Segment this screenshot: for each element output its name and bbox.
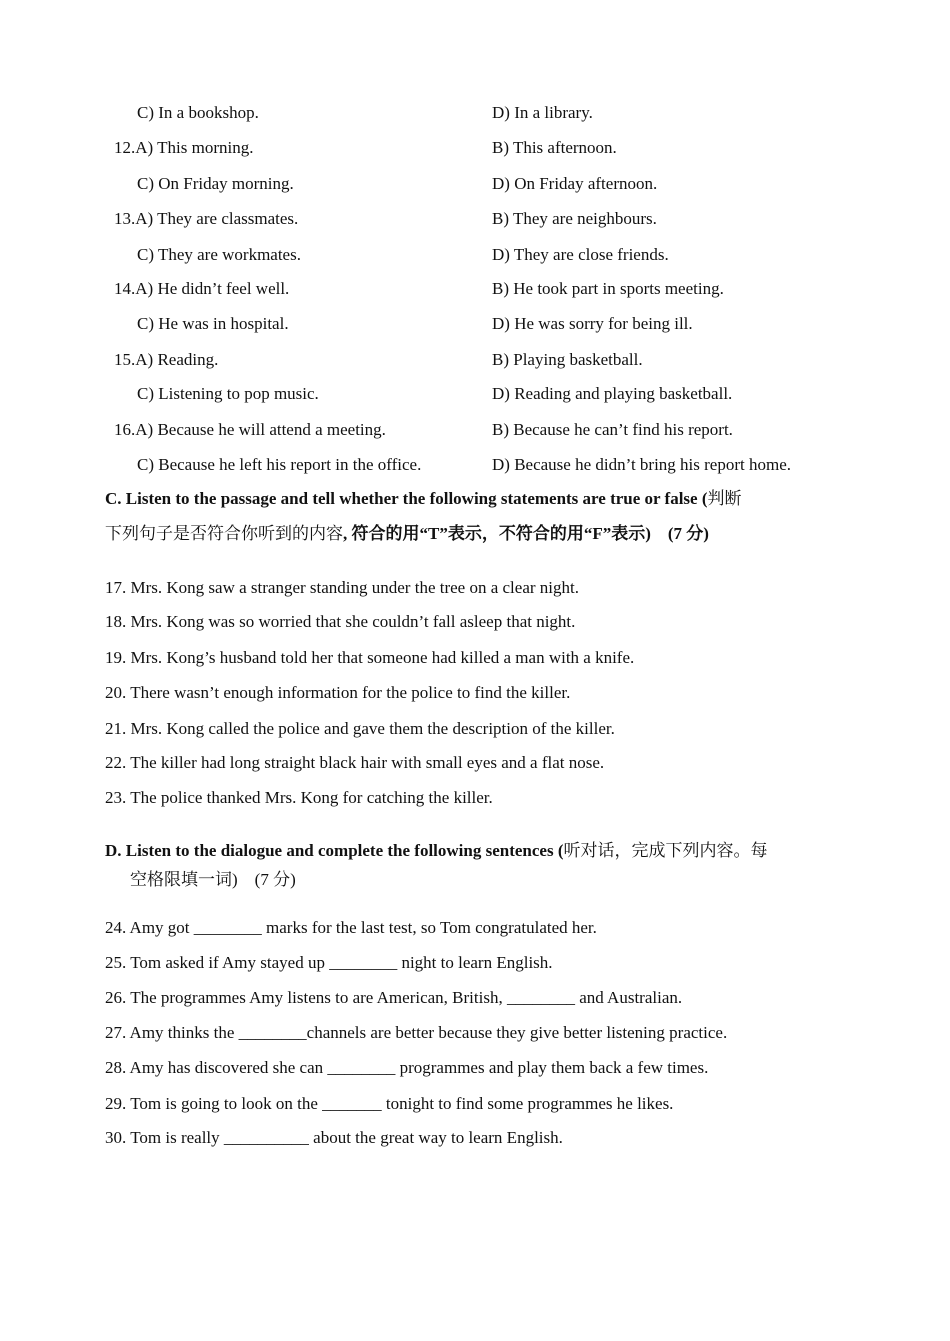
statement-19: 19. Mrs. Kong’s husband told her that someone had killed a man with a knife. [105,648,635,667]
option-11-c: C) In a bookshop. [137,103,259,122]
option-13-d: D) They are close friends. [492,245,669,264]
option-12-c: C) On Friday morning. [137,174,294,193]
section-d-title-cn: 听对话，完成下列内容。每 [563,841,768,860]
option-14-a: 14.A) He didn’t feel well. [114,279,290,298]
option-13-b: B) They are neighbours. [492,209,657,228]
option-15-c: C) Listening to pop music. [137,384,319,403]
option-12-b: B) This afternoon. [492,138,617,157]
option-15-b: B) Playing basketball. [492,350,643,369]
option-15-d: D) Reading and playing basketball. [492,384,733,403]
statement-20: 20. There wasn’t enough information for the police to find the killer. [105,683,571,702]
sentence-25: 25. Tom asked if Amy stayed up ________ night to learn English. [105,953,553,972]
sentence-27: 27. Amy thinks the ________channels are better because they give better listening practice. [105,1023,728,1042]
section-c-heading-line1 [105,488,742,510]
option-13-a: 13.A) They are classmates. [114,209,299,228]
statement-17: 17. Mrs. Kong saw a stranger standing under the tree on a clear night. [105,578,579,597]
section-d-heading-line2: 空格限填一词) (7 分) [130,870,296,889]
section-c-instruction-rest: , 符合的用“T”表示，不符合的用“F”表示) (7 分) [343,524,709,543]
section-d-title-en: D. Listen to the dialogue and complete the following sentences ( [105,841,564,860]
option-12-d: D) On Friday afternoon. [492,174,658,193]
section-d-heading-line1 [105,840,768,862]
sentence-26: 26. The programmes Amy listens to are American, British, ________ and Australian. [105,988,683,1007]
section-c-heading-line2 [105,523,709,545]
option-16-d: D) Because he didn’t bring his report home. [492,455,792,474]
section-c-title-en: C. Listen to the passage and tell whether the following statements are true or false ( [105,489,708,508]
statement-23: 23. The police thanked Mrs. Kong for catching the killer. [105,788,493,807]
sentence-29: 29. Tom is going to look on the _______ tonight to find some programmes he likes. [105,1094,674,1113]
option-16-a: 16.A) Because he will attend a meeting. [114,420,386,439]
option-15-a: 15.A) Reading. [114,350,219,369]
statement-22: 22. The killer had long straight black hair with small eyes and a flat nose. [105,753,605,772]
statement-21: 21. Mrs. Kong called the police and gave them the description of the killer. [105,719,615,738]
option-16-b: B) Because he can’t find his report. [492,420,733,439]
option-14-c: C) He was in hospital. [137,314,289,333]
sentence-28: 28. Amy has discovered she can ________ programmes and play them back a few times. [105,1058,709,1077]
option-16-c: C) Because he left his report in the office. [137,455,422,474]
sentence-24: 24. Amy got ________ marks for the last test, so Tom congratulated her. [105,918,597,937]
sentence-30: 30. Tom is really __________ about the great way to learn English. [105,1128,563,1147]
option-14-b: B) He took part in sports meeting. [492,279,724,298]
section-c-instruction-cn: 下列句子是否符合你听到的内容 [105,524,343,543]
statement-18: 18. Mrs. Kong was so worried that she couldn’t fall asleep that night. [105,612,576,631]
option-12-a: 12.A) This morning. [114,138,254,157]
option-11-d: D) In a library. [492,103,593,122]
option-13-c: C) They are workmates. [137,245,301,264]
option-14-d: D) He was sorry for being ill. [492,314,693,333]
section-c-title-cn: 判断 [707,489,742,508]
